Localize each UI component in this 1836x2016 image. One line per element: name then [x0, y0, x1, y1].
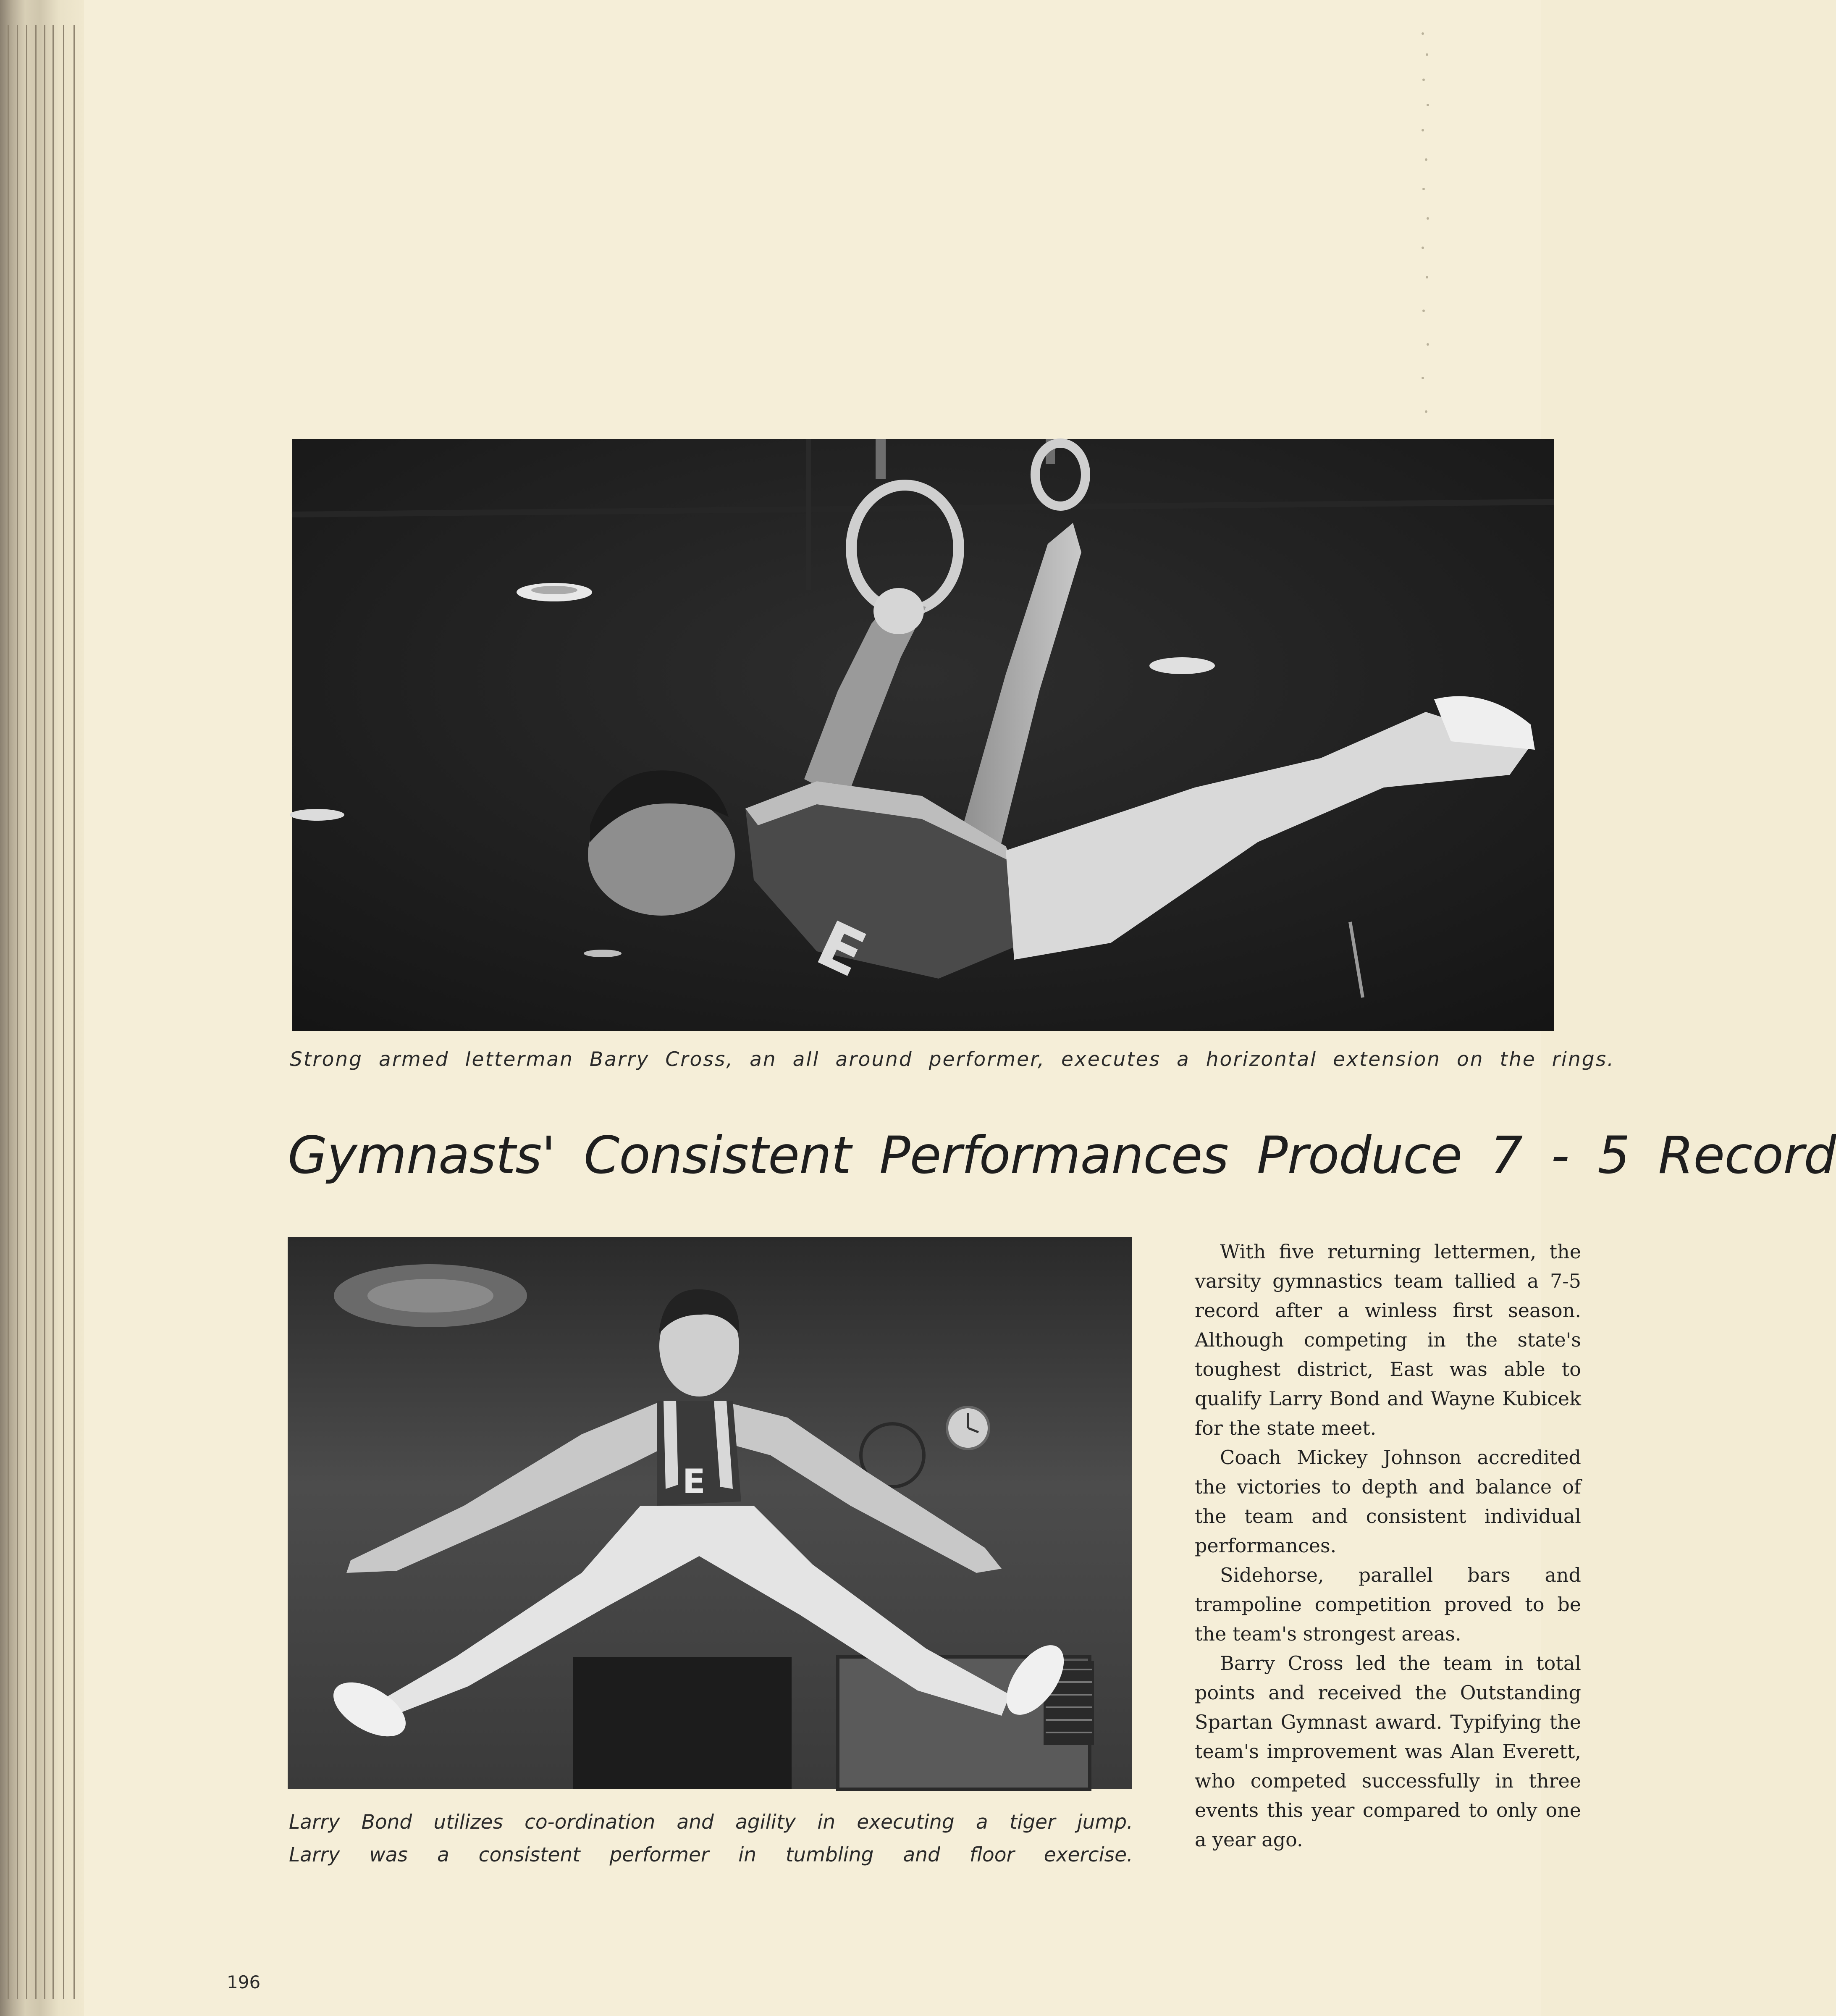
caption-line: Larry Bond utilizes co-ordination and agility in executing a tiger jump. — [289, 1811, 1133, 1834]
ceiling-lamp — [1149, 657, 1215, 674]
page-edge-line — [17, 25, 18, 1999]
page-edge-line — [35, 25, 37, 1999]
bottom-photo-caption — [289, 1806, 1133, 1872]
page-edge-line — [44, 25, 45, 1999]
book-binding — [0, 0, 84, 2016]
jersey-letter: E — [806, 907, 876, 992]
yearbook-page — [84, 0, 1836, 2016]
page-edge-line — [26, 25, 27, 1999]
article-paragraph: With five returning lettermen, the varsity gymnastics team tallied a 7-5 record after a winless first season. Although competing in the state's toughest district, East was able to qualify Larry Bond and Wayne Kubicek for the state meet. — [1195, 1240, 1581, 1439]
article-body — [1195, 1237, 1581, 1854]
rings-photo — [292, 439, 1554, 1031]
top-photo-caption: Strong armed letterman Barry Cross, an all around performer, executes a horizontal extension on the rings. — [290, 1048, 1615, 1071]
page-headline: Gymnasts' Consistent Performances Produce 7 - 5 Record — [288, 1126, 1836, 1185]
article-paragraph: Sidehorse, parallel bars and trampoline competition proved to be the team's strongest areas. — [1195, 1564, 1581, 1645]
article-paragraph: Barry Cross led the team in total points and received the Outstanding Spartan Gymnast award. Typifying the team's improvement was Alan Everett, who competed successfully in three events this year compared to only one a year ago. — [1195, 1652, 1581, 1851]
page-edge-line — [8, 25, 9, 1999]
rings-photo-illustration — [292, 439, 1554, 1031]
tiger-jump-illustration — [288, 1237, 1132, 1789]
ceiling-lamp — [584, 950, 622, 957]
page-edge-speckles — [1419, 25, 1432, 428]
page-edge-line — [73, 25, 75, 1999]
page-edge-line — [63, 25, 64, 1999]
ceiling-lamp — [290, 809, 344, 821]
caption-line: Larry was a consistent performer in tumbling and floor exercise. — [289, 1843, 1133, 1866]
tiger-jump-photo — [288, 1237, 1132, 1789]
page-edge-line — [52, 25, 54, 1999]
article-paragraph: Coach Mickey Johnson accredited the victories to depth and balance of the team and consistent individual performances. — [1195, 1446, 1581, 1557]
page-number: 196 — [227, 1972, 261, 1992]
jersey-letter: E — [682, 1462, 706, 1501]
